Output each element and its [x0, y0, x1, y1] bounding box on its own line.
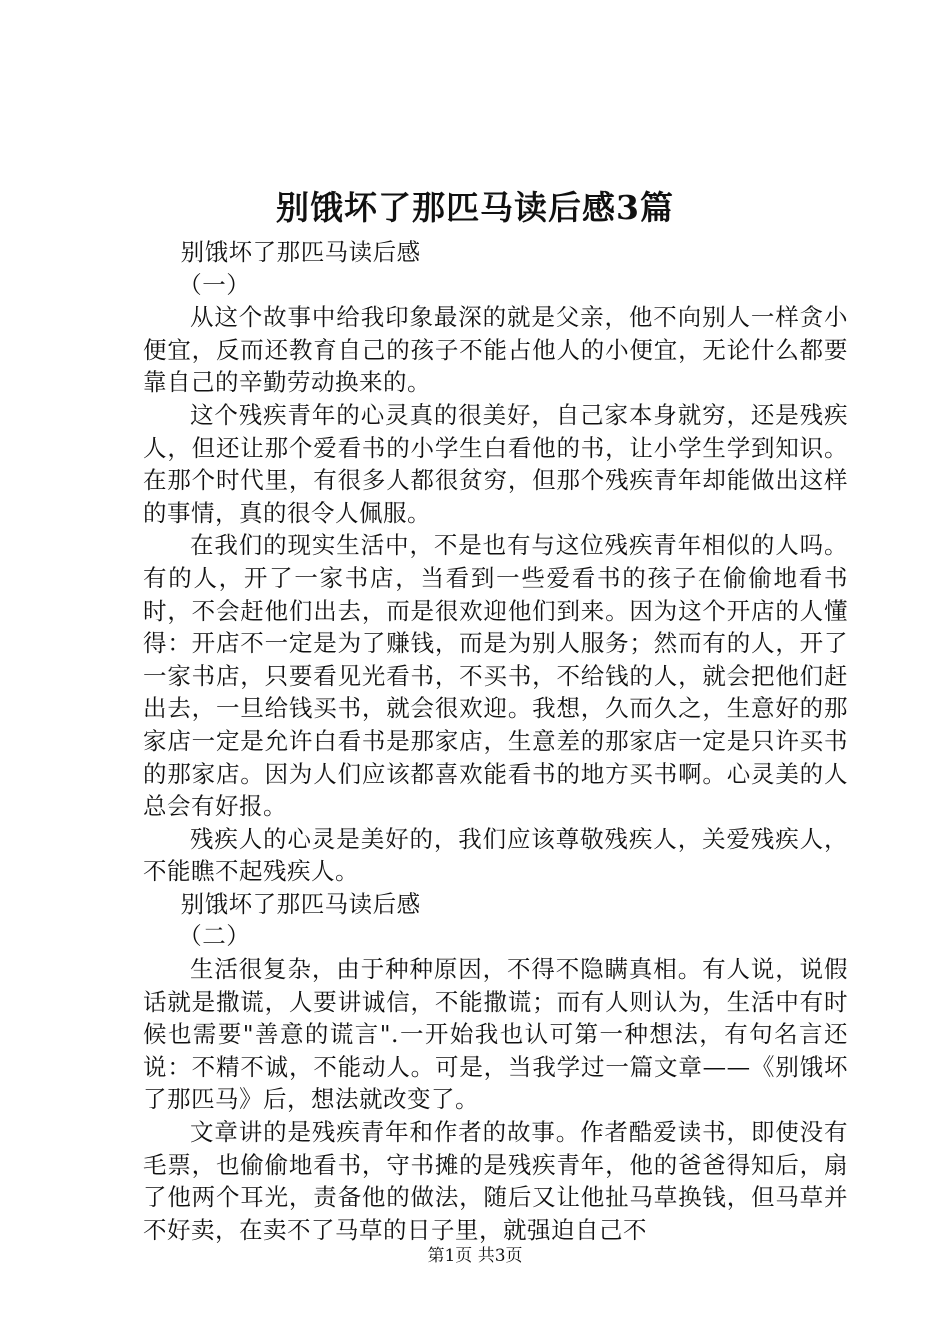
body-paragraph: 残疾人的心灵是美好的，我们应该尊敬残疾人，关爱残疾人，不能瞧不起残疾人。: [143, 824, 848, 886]
section-number: （一）: [178, 270, 251, 299]
body-paragraph: 在我们的现实生活中，不是也有与这位残疾青年相似的人吗。有的人，开了一家书店，当看到一些爱看书的孩子在偷偷地看书时，不会赶他们出去，而是很欢迎他们到来。因为这个开店的人懂得：开店不一定是为了赚钱，而是为别人服务；然而有的人，开了一家书店，只要看见光看书，不买书，不给钱的人，就会把他们赶出去，一旦给钱买书，就会很欢迎。我想，久而久之，生意好的那家店一定是允许白看书是那家店，生意差的那家店一定是只许买书的那家店。因为人们应该都喜欢能看书的地方买书啊。心灵美的人总会有好报。: [143, 531, 848, 821]
body-paragraph: 生活很复杂，由于种种原因，不得不隐瞒真相。有人说，说假话就是撒谎，人要讲诚信，不能撒谎；而有人则认为，生活中有时候也需要"善意的谎言".一开始我也认可第一种想法，有句名言还说：不精不诚，不能动人。可是，当我学过一篇文章——《别饿坏了那匹马》后，想法就改变了。: [143, 955, 848, 1114]
body-paragraph: 从这个故事中给我印象最深的就是父亲，他不向别人一样贪小便宜，反而还教育自己的孩子不能占他人的小便宜，无论什么都要靠自己的辛勤劳动换来的。: [143, 303, 848, 397]
document-body: [143, 236, 848, 1246]
page-footer: 第1页 共3页: [427, 1246, 523, 1266]
document-title: 别饿坏了那匹马读后感3篇: [276, 188, 674, 227]
body-paragraph: 这个残疾青年的心灵真的很美好，自己家本身就穷，还是残疾人，但还让那个爱看书的小学生白看他的书，让小学生学到知识。在那个时代里，有很多人都很贫穷，但那个残疾青年却能做出这样的事情，真的很令人佩服。: [143, 400, 848, 527]
section-heading: 别饿坏了那匹马读后感: [180, 238, 421, 266]
section-heading: 别饿坏了那匹马读后感: [180, 889, 421, 918]
body-paragraph: 文章讲的是残疾青年和作者的故事。作者酷爱读书，即使没有毛票，也偷偷地看书，守书摊的是残疾青年，他的爸爸得知后，扇了他两个耳光，责备他的做法，随后又让他扯马草换钱，但马草并不好卖，在卖不了马草的日子里，就强迫自己不: [143, 1118, 848, 1244]
section-number: （二）: [178, 922, 251, 951]
